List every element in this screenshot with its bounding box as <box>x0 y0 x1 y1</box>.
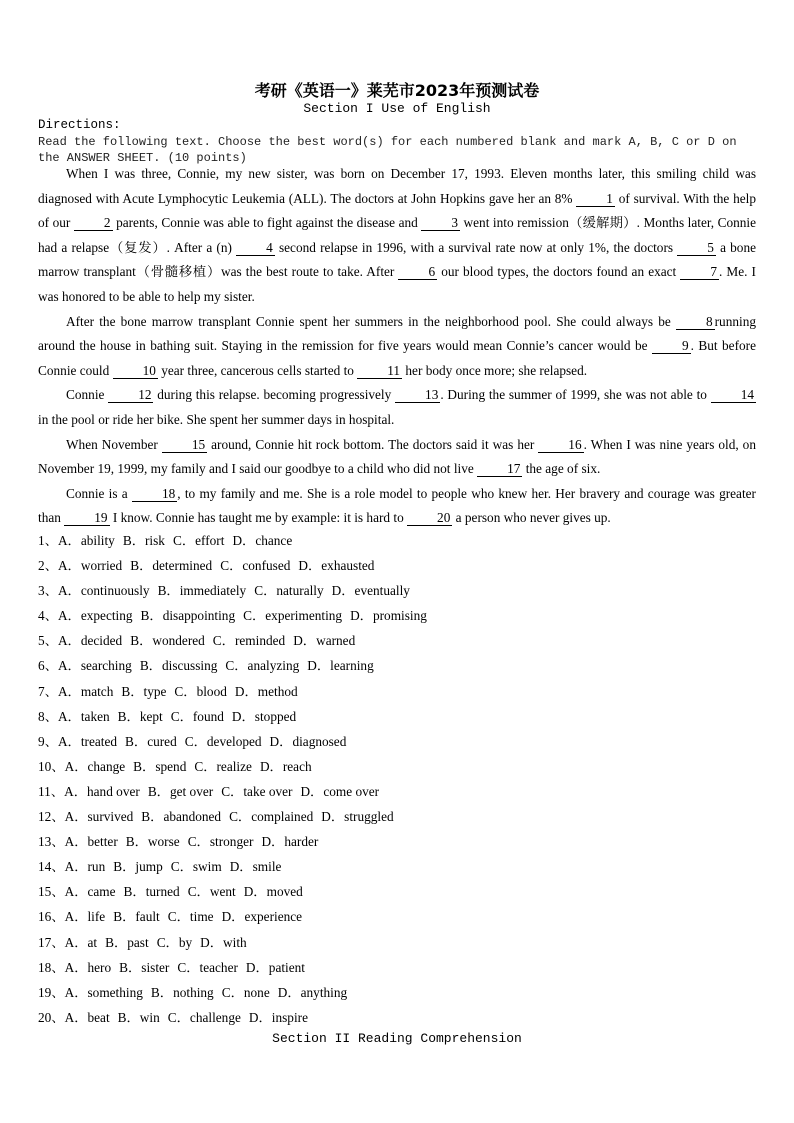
option-c[interactable]: C．effort <box>172 533 225 548</box>
option-a[interactable]: A．at <box>64 934 98 950</box>
paragraph-3 <box>38 383 756 432</box>
option-c[interactable]: C．teacher <box>177 959 238 975</box>
question-18-options <box>38 955 756 980</box>
question-number: 12、 <box>38 809 65 825</box>
blank-10: 10 <box>113 364 158 379</box>
option-c[interactable]: C．reminded <box>212 633 286 649</box>
option-c[interactable]: C．swim <box>170 859 222 875</box>
section-heading: Section I Use of English <box>303 101 491 116</box>
passage-text: a person who never gives up. <box>452 510 611 526</box>
option-b[interactable]: B．turned <box>123 884 180 900</box>
question-1-options <box>38 528 756 553</box>
question-number: 15、 <box>38 884 65 900</box>
option-b[interactable]: B．discussing <box>139 658 218 674</box>
directions-text: Read the following text. Choose the best word(s) for each numbered blank and mark A, B, C or D on the ANSWER SHEET. (10 points) <box>38 135 737 165</box>
blank-3: 3 <box>421 216 460 231</box>
option-b[interactable]: B．abandoned <box>141 809 222 825</box>
passage-text: went into remission（缓解期）. Months later, Connie had a relapse（复发）. After a (n) <box>38 215 757 255</box>
paragraph-2 <box>38 310 756 384</box>
passage-text: second relapse in 1996, with a survival rate now at only 1%, the doctors <box>274 239 678 255</box>
blank-15: 15 <box>162 438 207 453</box>
passage-text: the age of six. <box>522 461 601 477</box>
question-10-options <box>38 754 756 779</box>
option-d[interactable]: D．learning <box>307 658 374 674</box>
question-number: 19、 <box>38 984 65 1000</box>
option-c[interactable]: C．none <box>221 984 270 1000</box>
option-c[interactable]: C．stronger <box>187 834 254 850</box>
option-b[interactable]: B．win <box>117 1009 160 1025</box>
option-a[interactable]: A．ability <box>57 533 115 548</box>
passage-text: When I was three, Connie, my new sister, was born on December 17, 1993. Eleven months later, this smiling child was diagnosed with Acute Lymphocytic Leukemia (ALL). The doctors at John Hopkins gave her an 8% <box>38 166 756 206</box>
question-12-options <box>38 804 756 829</box>
answer-options-list <box>38 528 756 1030</box>
blank-11: 11 <box>357 364 402 379</box>
question-number: 18、 <box>38 959 65 975</box>
option-d[interactable]: D．anything <box>277 984 348 1000</box>
page-title: 考研《英语一》莱芜市2023年预测试卷 <box>254 81 540 100</box>
option-a[interactable]: A．came <box>64 884 116 900</box>
passage-text: a bone marrow transplant（骨髓移植）was the best route to take. After <box>38 239 757 280</box>
option-b[interactable]: B．get over <box>147 783 214 799</box>
option-c[interactable]: C．complained <box>229 809 314 825</box>
passage-text: . When I was nine years old, on November 19, 1999, my family and I said our goodbye to a child who did not live <box>38 436 756 477</box>
question-number: 11、 <box>38 783 65 799</box>
option-c[interactable]: C．developed <box>184 733 262 749</box>
question-number: 7、 <box>38 683 58 699</box>
blank-2: 2 <box>74 216 113 231</box>
question-16-options <box>38 904 756 929</box>
paragraph-5 <box>38 482 756 531</box>
passage-text: When November <box>66 436 162 452</box>
question-number: 3、 <box>38 583 58 599</box>
passage-text: running around the house in bathing suit. Staying in the remission for five years would mean Connie’s cancer would be <box>38 313 756 354</box>
option-c[interactable]: C．challenge <box>167 1009 241 1025</box>
option-a[interactable]: A．continuously <box>57 583 150 599</box>
option-d[interactable]: D．diagnosed <box>269 733 347 749</box>
blank-9: 9 <box>652 339 691 354</box>
option-b[interactable]: B．worse <box>125 834 180 850</box>
passage-text: . Me. I was honored to be able to help my sister. <box>38 264 756 304</box>
cloze-passage <box>38 162 756 531</box>
blank-16: 16 <box>538 438 583 453</box>
paragraph-4 <box>38 433 756 482</box>
question-number: 2、 <box>38 558 58 574</box>
option-c[interactable]: C．time <box>167 909 214 925</box>
option-a[interactable]: A．beat <box>64 1009 110 1025</box>
question-number: 10、 <box>38 758 65 774</box>
blank-19: 19 <box>64 511 109 526</box>
question-13-options <box>38 829 756 854</box>
question-number: 13、 <box>38 834 65 850</box>
passage-text: , to my family and me. She is a role model to people who knew her. Her bravery and courage was greater than <box>38 485 756 526</box>
passage-text: . During the summer of 1999, she was not able to <box>440 387 711 403</box>
question-number: 4、 <box>38 608 58 624</box>
passage-text: her body once more; she relapsed. <box>402 362 588 378</box>
option-d[interactable]: D．struggled <box>321 809 394 825</box>
passage-text: year three, cancerous cells started to <box>157 362 358 378</box>
option-d[interactable]: D．smile <box>229 859 282 875</box>
question-17-options <box>38 930 756 955</box>
option-b[interactable]: B．jump <box>113 859 163 875</box>
passage-text: Connie <box>66 387 109 403</box>
section-2-heading: Section II Reading Comprehension <box>272 1031 522 1046</box>
option-a[interactable]: A．something <box>64 984 143 1000</box>
option-b[interactable]: B．type <box>121 683 167 699</box>
blank-5: 5 <box>677 241 716 256</box>
blank-6: 6 <box>398 265 437 280</box>
paragraph-1 <box>38 162 756 310</box>
option-a[interactable]: A．better <box>64 834 118 850</box>
question-2-options <box>38 553 756 578</box>
question-6-options <box>38 653 756 678</box>
question-7-options <box>38 679 756 704</box>
passage-text: Connie is a <box>66 485 132 501</box>
passage-text: . But before Connie could <box>38 338 756 378</box>
option-a[interactable]: A．decided <box>57 633 123 649</box>
question-14-options <box>38 854 756 879</box>
option-c[interactable]: C．take over <box>221 783 293 799</box>
option-a[interactable]: A．searching <box>57 658 132 674</box>
question-11-options <box>38 779 756 804</box>
option-c[interactable]: C．went <box>187 884 236 900</box>
option-d[interactable]: D．harder <box>261 834 319 850</box>
option-d[interactable]: D．with <box>200 934 247 950</box>
passage-text: around, Connie hit rock bottom. The doctors said it was her <box>207 436 539 452</box>
option-b[interactable]: B．risk <box>122 533 165 548</box>
option-d[interactable]: D．chance <box>232 533 293 548</box>
option-d[interactable]: D．moved <box>243 884 303 900</box>
option-a[interactable]: A．survived <box>64 809 134 825</box>
option-d[interactable]: D．stopped <box>231 708 297 724</box>
option-b[interactable]: B．kept <box>117 708 163 724</box>
blank-18: 18 <box>132 487 177 502</box>
option-c[interactable]: C．found <box>170 708 224 724</box>
passage-text: After the bone marrow transplant Connie spent her summers in the neighborhood pool. She could always be <box>66 313 676 329</box>
option-a[interactable]: A．change <box>64 758 126 774</box>
blank-20: 20 <box>407 511 452 526</box>
question-number: 20、 <box>38 1009 65 1025</box>
option-c[interactable]: C．blood <box>174 683 227 699</box>
option-d[interactable]: D．inspire <box>248 1009 308 1025</box>
option-b[interactable]: B．wondered <box>130 633 205 649</box>
blank-13: 13 <box>395 388 440 403</box>
blank-14: 14 <box>711 388 756 403</box>
option-a[interactable]: A．expecting <box>57 608 133 624</box>
option-a[interactable]: A．taken <box>57 708 110 724</box>
option-c[interactable]: C．analyzing <box>225 658 300 674</box>
option-d[interactable]: D．reach <box>259 758 312 774</box>
option-a[interactable]: A．hero <box>64 959 112 975</box>
option-d[interactable]: D．warned <box>293 633 356 649</box>
question-number: 17、 <box>38 934 65 950</box>
option-d[interactable]: D．method <box>234 683 298 699</box>
question-number: 6、 <box>38 658 58 674</box>
question-9-options <box>38 729 756 754</box>
question-15-options <box>38 879 756 904</box>
blank-7: 7 <box>680 265 719 280</box>
option-a[interactable]: A．run <box>64 859 106 875</box>
option-d[interactable]: D．experience <box>221 909 303 925</box>
option-d[interactable]: D．come over <box>300 783 380 799</box>
option-b[interactable]: B．determined <box>130 558 213 574</box>
passage-text: in the pool or ride her bike. She spent her summer days in hospital. <box>38 411 395 427</box>
option-b[interactable]: B．disappointing <box>140 608 236 624</box>
passage-text: parents, Connie was able to fight against the disease and <box>112 215 422 231</box>
question-number: 9、 <box>38 733 58 749</box>
blank-17: 17 <box>477 462 522 477</box>
question-3-options <box>38 578 756 603</box>
option-a[interactable]: A．treated <box>57 733 118 749</box>
option-d[interactable]: D．patient <box>245 959 305 975</box>
question-number: 5、 <box>38 633 58 649</box>
question-number: 14、 <box>38 859 65 875</box>
option-b[interactable]: B．past <box>105 934 149 950</box>
question-number: 16、 <box>38 909 65 925</box>
option-c[interactable]: C．experimenting <box>243 608 343 624</box>
blank-12: 12 <box>108 388 153 403</box>
passage-text: of survival. With the help of our <box>38 190 757 231</box>
question-4-options <box>38 603 756 628</box>
option-c[interactable]: C．confused <box>220 558 291 574</box>
option-c[interactable]: C．by <box>156 934 193 950</box>
blank-4: 4 <box>236 241 275 256</box>
option-b[interactable]: B．fault <box>113 909 160 925</box>
option-a[interactable]: A．life <box>64 909 106 925</box>
option-c[interactable]: C．realize <box>194 758 252 774</box>
passage-text: our blood types, the doctors found an exact <box>437 264 681 280</box>
option-d[interactable]: D．exhausted <box>298 558 375 574</box>
option-b[interactable]: B．sister <box>119 959 170 975</box>
option-d[interactable]: D．eventually <box>331 583 410 599</box>
option-c[interactable]: C．naturally <box>254 583 324 599</box>
question-8-options <box>38 704 756 729</box>
option-b[interactable]: B．nothing <box>150 984 214 1000</box>
option-a[interactable]: A．match <box>57 683 114 699</box>
directions-label: Directions: <box>38 118 121 132</box>
question-number: 8、 <box>38 708 58 724</box>
blank-1: 1 <box>576 192 615 207</box>
option-a[interactable]: A．hand over <box>64 783 140 799</box>
option-b[interactable]: B．cured <box>125 733 177 749</box>
option-b[interactable]: B．spend <box>133 758 187 774</box>
passage-text: during this relapse. becoming progressively <box>153 387 396 403</box>
blank-8: 8 <box>676 315 715 330</box>
question-20-options <box>38 1005 756 1030</box>
option-a[interactable]: A．worried <box>57 558 123 574</box>
option-b[interactable]: B．immediately <box>157 583 247 599</box>
question-5-options <box>38 628 756 653</box>
passage-text: I know. Connie has taught me by example: it is hard to <box>109 510 408 526</box>
question-number: 1、 <box>38 533 58 548</box>
question-19-options <box>38 980 756 1005</box>
option-d[interactable]: D．promising <box>350 608 427 624</box>
